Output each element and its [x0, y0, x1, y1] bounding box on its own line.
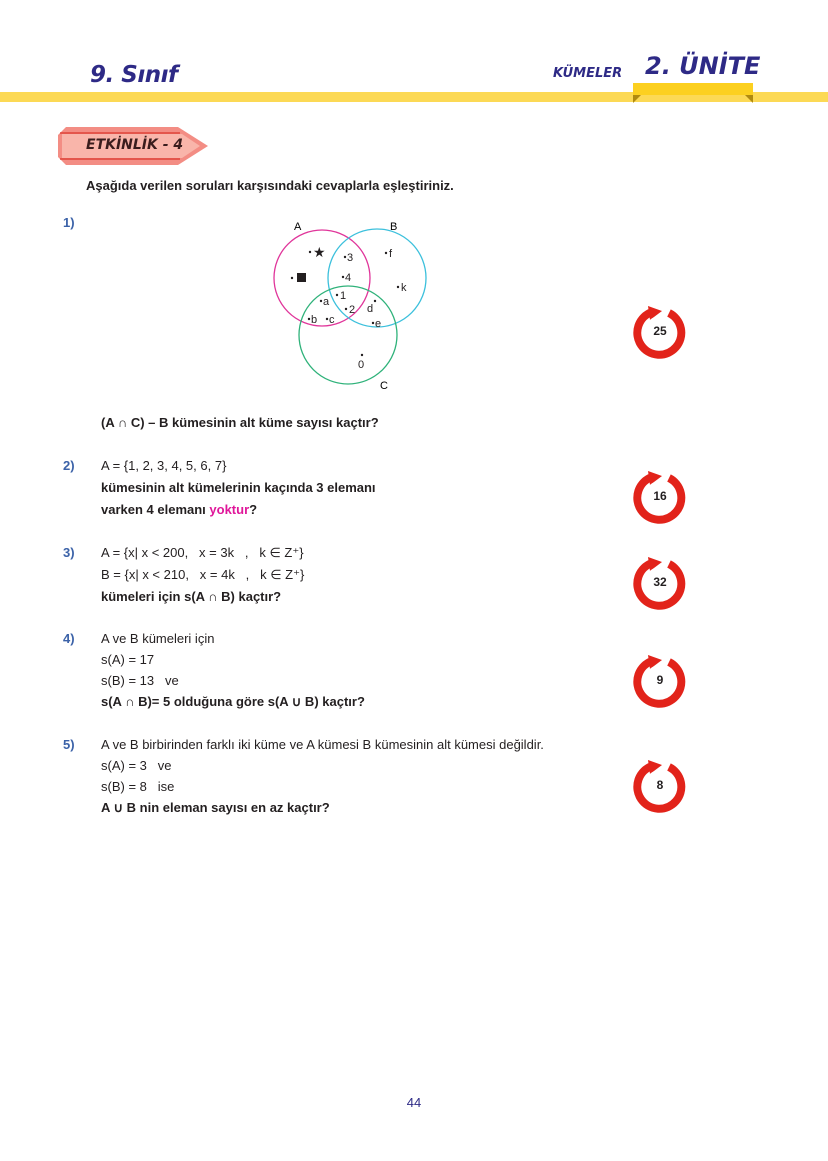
unit-tab-fold-right	[745, 95, 753, 103]
answer-value: 32	[653, 575, 667, 589]
activity-title: ETKİNLİK - 4	[86, 137, 184, 153]
question-text: A ve B birbirinden farklı iki küme ve A kümesi B kümesinin alt kümesi değildir.	[101, 737, 544, 752]
venn-diagram	[260, 210, 440, 395]
venn-element: a	[323, 296, 330, 308]
question-text: s(A ∩ B)= 5 olduğuna göre s(A ∪ B) kaçtır?	[101, 694, 365, 709]
answer-value: 25	[653, 324, 667, 338]
venn-element: d	[367, 303, 374, 315]
answer-value: 16	[653, 489, 667, 503]
question-text: s(B) = 8 ise	[101, 779, 175, 794]
square-element-icon	[297, 273, 306, 282]
topic-label: KÜMELER	[553, 66, 623, 81]
unit-tab-fold-left	[633, 95, 641, 103]
venn-element: e	[375, 318, 382, 330]
question-text: kümeleri için s(A ∩ B) kaçtır?	[101, 589, 282, 604]
unit-label: 2. ÜNİTE	[645, 52, 761, 80]
venn-element: 3	[347, 252, 354, 264]
grade-label: 9. Sınıf	[90, 62, 178, 88]
star-element-icon: ★	[313, 244, 326, 260]
question-number: 5)	[63, 737, 75, 752]
question-text	[101, 502, 257, 517]
question-text: s(B) = 13 ve	[101, 673, 179, 688]
question-text: B = {x| x < 210, x = 4k , k ∈ Z⁺}	[101, 567, 305, 582]
question-text-part: varken 4 elemanı	[101, 502, 210, 517]
venn-element: 0	[358, 359, 365, 371]
question-text: A ∪ B nin eleman sayısı en az kaçtır?	[101, 800, 330, 815]
answer-badge	[632, 554, 688, 610]
question-number: 2)	[63, 458, 75, 473]
set-b-label: B	[390, 221, 398, 233]
question-text: kümesinin alt kümelerinin kaçında 3 elemanı	[101, 480, 376, 495]
set-c-label: C	[380, 380, 388, 392]
set-a-label: A	[294, 221, 302, 233]
question-text: s(A) = 17	[101, 652, 155, 667]
question-text: A = {x| x < 200, x = 3k , k ∈ Z⁺}	[101, 545, 304, 560]
answer-value: 8	[656, 778, 664, 792]
answer-badge	[632, 652, 688, 708]
venn-element: 2	[349, 304, 356, 316]
venn-element: c	[329, 314, 335, 326]
question-text: s(A) = 3 ve	[101, 758, 172, 773]
question-text: (A ∩ C) – B kümesinin alt küme sayısı kaçtır?	[101, 415, 379, 430]
question-text: A = {1, 2, 3, 4, 5, 6, 7}	[101, 458, 227, 473]
answer-badge	[632, 757, 688, 813]
answer-badge	[632, 468, 688, 524]
venn-element: 4	[345, 272, 352, 284]
unit-tab	[633, 83, 753, 95]
question-mark: ?	[249, 502, 258, 517]
venn-element: b	[311, 314, 318, 326]
question-number: 3)	[63, 545, 75, 560]
venn-element: 1	[340, 290, 347, 302]
answer-badge	[632, 303, 688, 359]
question-text: A ve B kümeleri için	[101, 631, 215, 646]
venn-element: k	[401, 282, 407, 294]
question-number: 1)	[63, 215, 75, 230]
highlight-word: yoktur	[209, 502, 250, 517]
venn-element: f	[389, 248, 393, 260]
page-number: 44	[406, 1095, 422, 1110]
answer-value: 9	[656, 673, 664, 687]
question-number: 4)	[63, 631, 75, 646]
instruction-text: Aşağıda verilen soruları karşısındaki cevaplarla eşleştiriniz.	[86, 178, 454, 193]
set-c-circle	[299, 286, 397, 384]
